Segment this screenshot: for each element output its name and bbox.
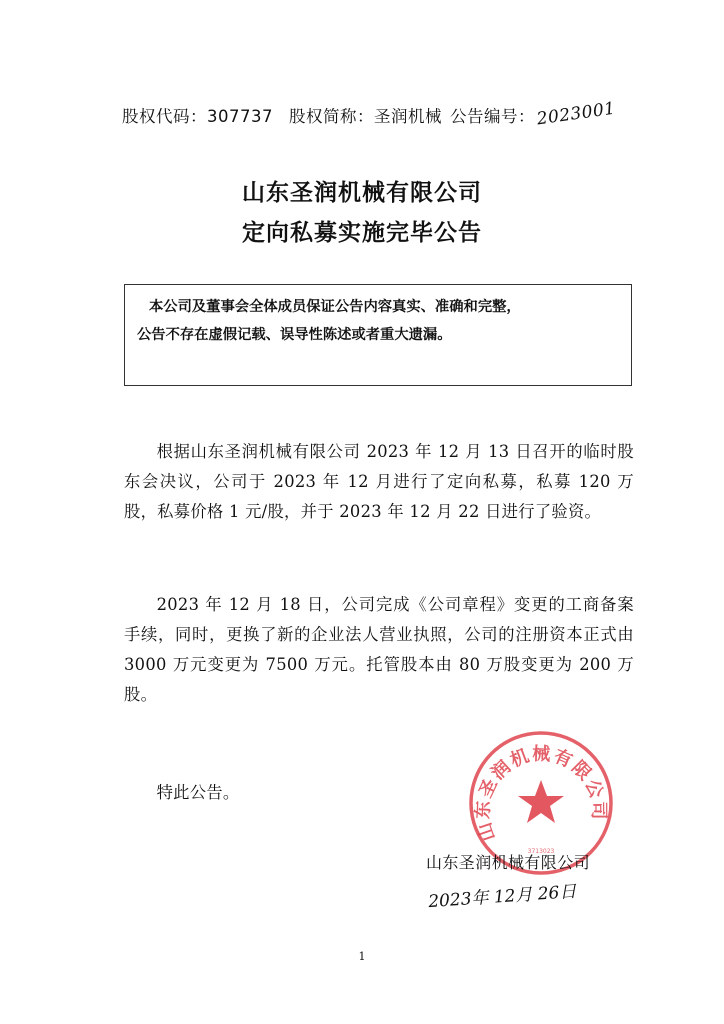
body-paragraph-2 <box>124 590 634 710</box>
paragraph-3-text: 特此公告。 <box>156 783 240 802</box>
disclaimer-box <box>124 284 632 386</box>
seal-star-icon <box>518 780 564 823</box>
stock-code: 307737 <box>207 107 273 126</box>
title-company: 山东圣润机械有限公司 <box>242 180 482 206</box>
header-line <box>122 98 617 130</box>
stock-abbr-label: 股权简称： <box>289 107 374 126</box>
seal-code: 3713023 <box>527 848 555 855</box>
disclaimer-line-1: 本公司及董事会全体成员保证公告内容真实、准确和完整， <box>149 299 521 315</box>
title-announcement: 定向私募实施完毕公告 <box>242 220 482 246</box>
disclaimer-line-2: 公告不存在虚假记载、误导性陈述或者重大遗漏。 <box>137 327 452 343</box>
notice-no: 2023001 <box>535 98 617 130</box>
body-paragraph-1 <box>124 437 634 527</box>
notice-no-label: 公告编号： <box>450 107 535 126</box>
signature-company: 山东圣润机械有限公司 <box>426 853 591 872</box>
paragraph-2-text: 2023 年 12 月 18 日，公司完成《公司章程》变更的工商备案手续，同时，更换了新的企业法人营业执照，公司的注册资本正式由 3000 万元变更为 7500 万元。托管股本由 80 万股变更为 200 万股。 <box>124 595 634 704</box>
seal-text: 山东圣润机械有限公司 <box>472 743 610 844</box>
stock-abbr: 圣润机械 <box>374 107 442 126</box>
paragraph-1-text: 根据山东圣润机械有限公司 2023 年 12 月 13 日召开的临时股东会决议，公司于 2023 年 12 月进行了定向私募，私募 120 万股，私募价格 1 元/股，并于 2023 年 12 月 22 日进行了验资。 <box>124 442 634 521</box>
page-number: 1 <box>358 950 366 963</box>
stock-code-label: 股权代码： <box>122 107 207 126</box>
signature-date: 2023年 12月 26日 <box>427 881 578 913</box>
